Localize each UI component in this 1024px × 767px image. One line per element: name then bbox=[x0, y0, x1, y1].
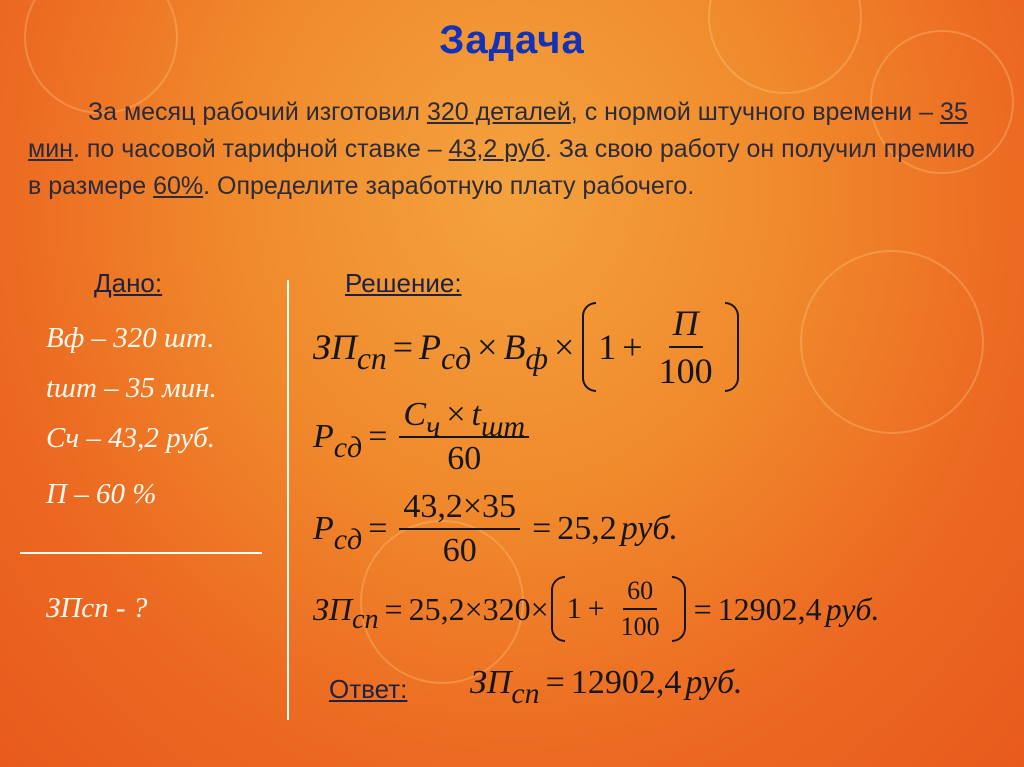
formula-unit: руб. bbox=[825, 590, 880, 627]
formula-subscript: сд bbox=[333, 431, 363, 465]
formula-value: 12902,4 bbox=[717, 590, 822, 627]
formula-subscript: сд bbox=[333, 523, 363, 557]
given-unknown: ЗПсп - ? bbox=[46, 592, 148, 624]
formula-operator: = bbox=[368, 510, 388, 547]
formula-subscript: сп bbox=[356, 341, 387, 377]
formula-subscript: ч bbox=[426, 410, 441, 444]
fraction-denominator: 100 bbox=[620, 612, 660, 641]
fraction-denominator: 60 bbox=[447, 440, 482, 477]
given-item: П – 60 % bbox=[46, 478, 157, 510]
formula-term: 1 bbox=[566, 592, 582, 625]
slide-title: Задача bbox=[439, 18, 585, 62]
formula-operator: × bbox=[477, 327, 498, 367]
formula-parentheses bbox=[551, 576, 686, 642]
formula-term: ЗП bbox=[313, 590, 352, 627]
solution-heading: Решение: bbox=[345, 268, 462, 298]
fraction-numerator: П bbox=[669, 302, 703, 348]
formula-operator: × bbox=[553, 327, 575, 367]
formula-term: С bbox=[403, 396, 427, 433]
formula-unit: руб. bbox=[685, 664, 743, 701]
task-quantity: 320 деталей bbox=[426, 98, 571, 126]
formula-fraction bbox=[617, 576, 664, 642]
fraction-denominator: 60 bbox=[442, 532, 477, 569]
given-item: Сч – 43,2 руб. bbox=[46, 422, 216, 454]
formula-fraction bbox=[399, 396, 529, 478]
task-part: . по часовой тарифной ставке – bbox=[72, 135, 449, 163]
formula-unit: руб. bbox=[620, 510, 678, 547]
task-rate: 43,2 руб bbox=[448, 135, 545, 163]
task-bonus: 60% bbox=[153, 172, 204, 200]
formula-operator: = bbox=[532, 510, 552, 547]
formula-answer bbox=[470, 664, 743, 711]
formula-subscript: сд bbox=[441, 341, 472, 377]
formula-subscript: сп bbox=[351, 603, 379, 635]
formula-operator: = bbox=[384, 590, 403, 627]
task-part: , с нормой штучного времени – bbox=[570, 98, 940, 126]
bokeh-circle bbox=[800, 250, 984, 434]
formula-term: В bbox=[503, 327, 526, 367]
fraction-numerator: 43,2×35 bbox=[399, 488, 520, 530]
formula-operator: = bbox=[392, 327, 414, 367]
formula-term: ЗП bbox=[470, 664, 512, 701]
formula-wage bbox=[313, 302, 741, 392]
given-divider bbox=[20, 552, 262, 554]
fraction-numerator bbox=[399, 396, 529, 444]
formula-operator: = bbox=[368, 418, 388, 455]
answer-label: Ответ: bbox=[329, 674, 408, 704]
formula-operator: + bbox=[622, 327, 643, 367]
formula-operator: × bbox=[446, 396, 466, 433]
formula-fraction bbox=[399, 488, 520, 570]
fraction-denominator: 100 bbox=[658, 351, 713, 391]
formula-parentheses bbox=[582, 302, 738, 392]
task-time: 35 мин bbox=[28, 98, 968, 163]
section-divider bbox=[287, 280, 289, 720]
formula-value: 12902,4 bbox=[570, 664, 682, 701]
formula-rate-value bbox=[313, 488, 678, 570]
formula-operator: = bbox=[693, 590, 712, 627]
task-text bbox=[28, 94, 988, 205]
formula-term: Р bbox=[313, 510, 334, 547]
formula-wage-value bbox=[313, 576, 880, 642]
task-part: За месяц рабочий изготовил bbox=[88, 98, 427, 126]
formula-rate bbox=[313, 396, 535, 478]
formula-subscript: шт bbox=[480, 410, 526, 444]
formula-value: 25,2 bbox=[557, 510, 617, 547]
formula-term: t bbox=[471, 396, 481, 433]
fraction-numerator: 60 bbox=[623, 576, 657, 610]
formula-expression: 25,2×320× bbox=[408, 590, 549, 627]
formula-subscript: ф bbox=[525, 341, 548, 377]
formula-term: Р bbox=[419, 327, 442, 367]
formula-term: 1 bbox=[598, 327, 617, 367]
formula-term: ЗП bbox=[313, 327, 357, 367]
formula-fraction bbox=[655, 302, 717, 392]
given-heading: Дано: bbox=[94, 268, 163, 298]
formula-operator: = bbox=[545, 664, 565, 701]
task-part: . Определите заработную плату рабочего. bbox=[203, 172, 695, 200]
task-part: . За свою работу он получил премию в размере bbox=[28, 135, 975, 200]
formula-term: Р bbox=[313, 418, 334, 455]
given-item: Вф – 320 шт. bbox=[46, 322, 215, 354]
formula-subscript: сп bbox=[511, 677, 540, 711]
given-item: tшт – 35 мин. bbox=[46, 372, 217, 404]
formula-operator: + bbox=[587, 592, 605, 625]
